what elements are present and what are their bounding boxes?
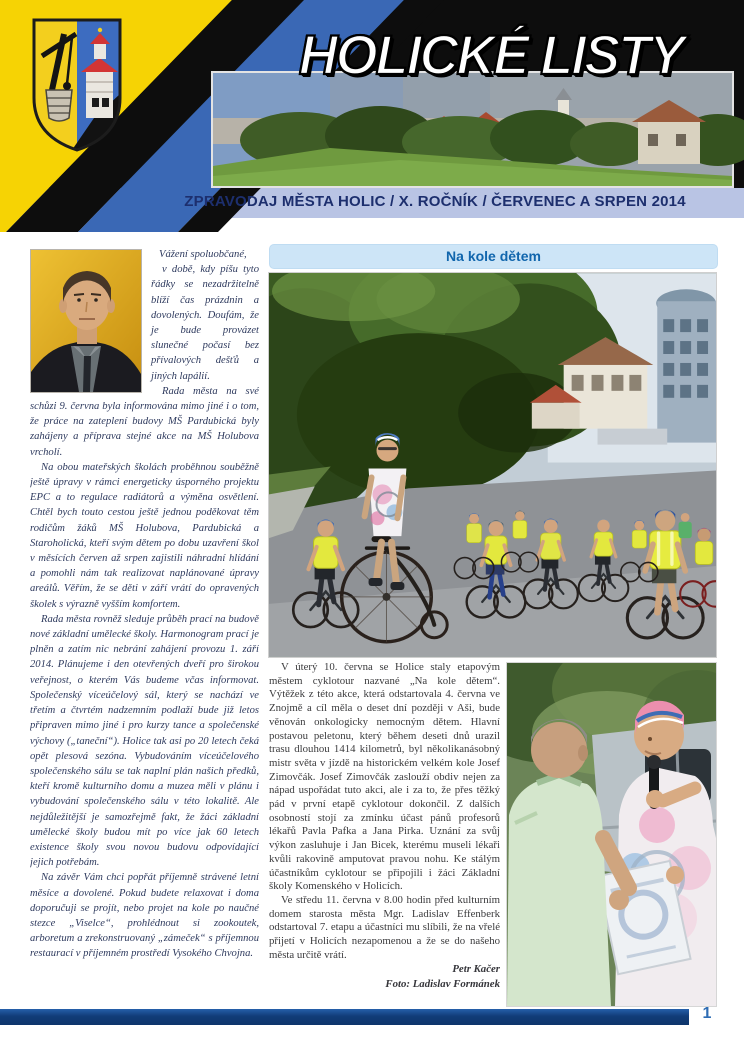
coat-of-arms — [34, 20, 120, 150]
masthead — [0, 0, 744, 236]
town-panorama-photo — [211, 71, 744, 188]
article-paragraph: Ve středu 11. června v 8.00 hodin před kulturním domem starosta města Mgr. Ladislav Effenberk odstartoval 7. etapu a účastníci mu slíbili, že na vřelé přijetí v Holicích nezapomenou a že se do našeho města určitě vrátí. — [269, 893, 500, 961]
footer-rule — [0, 1009, 689, 1025]
mayor-editorial-column — [30, 247, 259, 1003]
article-signature: Petr Kačer — [452, 963, 500, 976]
editorial-paragraph: Na obou mateřských školách proběhnou souběžně ještě úpravy v rámci energeticky úsporného projektu EPC a to regulace radiátorů a výměna osvětlení. Chtěl bych touto cestou ještě jednou poděkovat těm rodičům žáků MŠ Holubova, Pardubická a Staroholická, kteří svým dětem po dobu uzavření škol v měsících červen až srpen zajistili náhradní hlídání a pomohli nám tak realizovat naplánované úpravy areálů. Věřím, že se děti v září vrátí do opravených školek s výrazně vyšším komfortem. — [30, 461, 259, 610]
page-number: 1 — [702, 1005, 712, 1022]
photo-credit: Foto: Ladislav Formánek — [385, 977, 500, 990]
masthead-subtitle: ZPRAVODAJ MĚSTA HOLIC / X. ROČNÍK / ČERVENEC A SRPEN 2014 — [184, 193, 686, 210]
article-na-kole-detem — [268, 244, 718, 1005]
certificate-handover-photo — [506, 662, 717, 1007]
editorial-paragraph: Rada města rovněž sleduje průběh prací na budově nové základní umělecké školy. Harmonogram prací je plněn a zatím nic nebrání zahájení provozu 1. září 2014. Plánujeme i den otevřených dveří pro širokou veřejnost, o kterém Vás budeme včas informovat. Společenský víceúčelový sál, který se nachází ve třetím a čtvrtém nadzemním podlaží bude již letos připraven mimo jiné i pro kurzy tance a společenské výchovy („taneční“). Holice tak asi po 20 letech čeká opět plesová sezóna. Vybudováním víceúčelového společenského sálu se tak naplní plán našich předků, kteří kromě kulturního domu a muzea měli v plánu i vybudování společenského sálu v této lokalitě. Ale nejdůležitější je samozřejmě fakt, že žáci základní umělecké školy budou mít po více jak 60 letech existence školy svou novou budovu odpovídající jejich potřebám. — [30, 613, 259, 869]
article-paragraph: V úterý 10. června se Holice staly etapovým městem cyklotour nazvané „Na kole dětem“. Výtěžek z této akce, která odstartovala 4. června ve Znojmě a cíl měla o deset dní později v Aši, bude věnován onkologicky nemocným dětem. Hlavní postavou peletonu, který během deseti dnů urazil trasu dlouhou 1414 kilometrů, byl několikanásobný mistr světa v jízdě na historickém velkém kole Josef Zimovčák. Josef Zimovčák zaslouží obdiv nejen za nápad uspořádat tuto akci, ale i za to, že přes těžký pád v první etapě cyklotour dokončil. Z dalších osobností stojí za zmínku účast pánů profesorů lékařů Pavla Pafka a Jana Pirka. Uznání za svůj výkon zasluhuje i Jan Bicek, kterému museli lékaři kvůli rakovině amputovat pravou nohu. Ke stálým účastníkům cyklotour se připojili i žáci Základní školy Komenského v Holicích. — [269, 661, 500, 893]
editorial-paragraph: Na závěr Vám chci popřát příjemně strávené letní měsíce a dovolené. Pokud budete relaxovat i doma doporučuji se projít, nebo projet na kole po naučné stezce „Viselce“, prohlédnout si zookoutek, arboretum a zrekonstruovaný „zámeček“ s příjemnou restaurací v příjemném prostředí Vysokého Chvojna. — [30, 872, 259, 960]
article-heading: Na kole dětem — [269, 244, 718, 269]
editorial-paragraph: Rada města na své schůzi 9. června byla informována mimo jiné i o tom, že práce na zateplení budovy MŠ Pardubická byly zahájeny a příprava stejné akce na MŠ Holubova vrcholí. — [30, 385, 259, 458]
editorial-paragraph: v době, kdy píšu tyto řádky se nezadržitelně blíží čas prázdnin a dovolených. Doufám, že je bude provázet slunečné počasí bez přívalových dešťů a jiných lapálií. — [151, 264, 259, 382]
mayor-photo — [30, 249, 142, 393]
page-title: HOLICKÉ LISTY — [298, 23, 684, 86]
cyclists-photo — [268, 272, 717, 658]
article-body — [269, 661, 500, 996]
editorial-paragraph: Vážení spoluobčané, — [159, 249, 247, 260]
